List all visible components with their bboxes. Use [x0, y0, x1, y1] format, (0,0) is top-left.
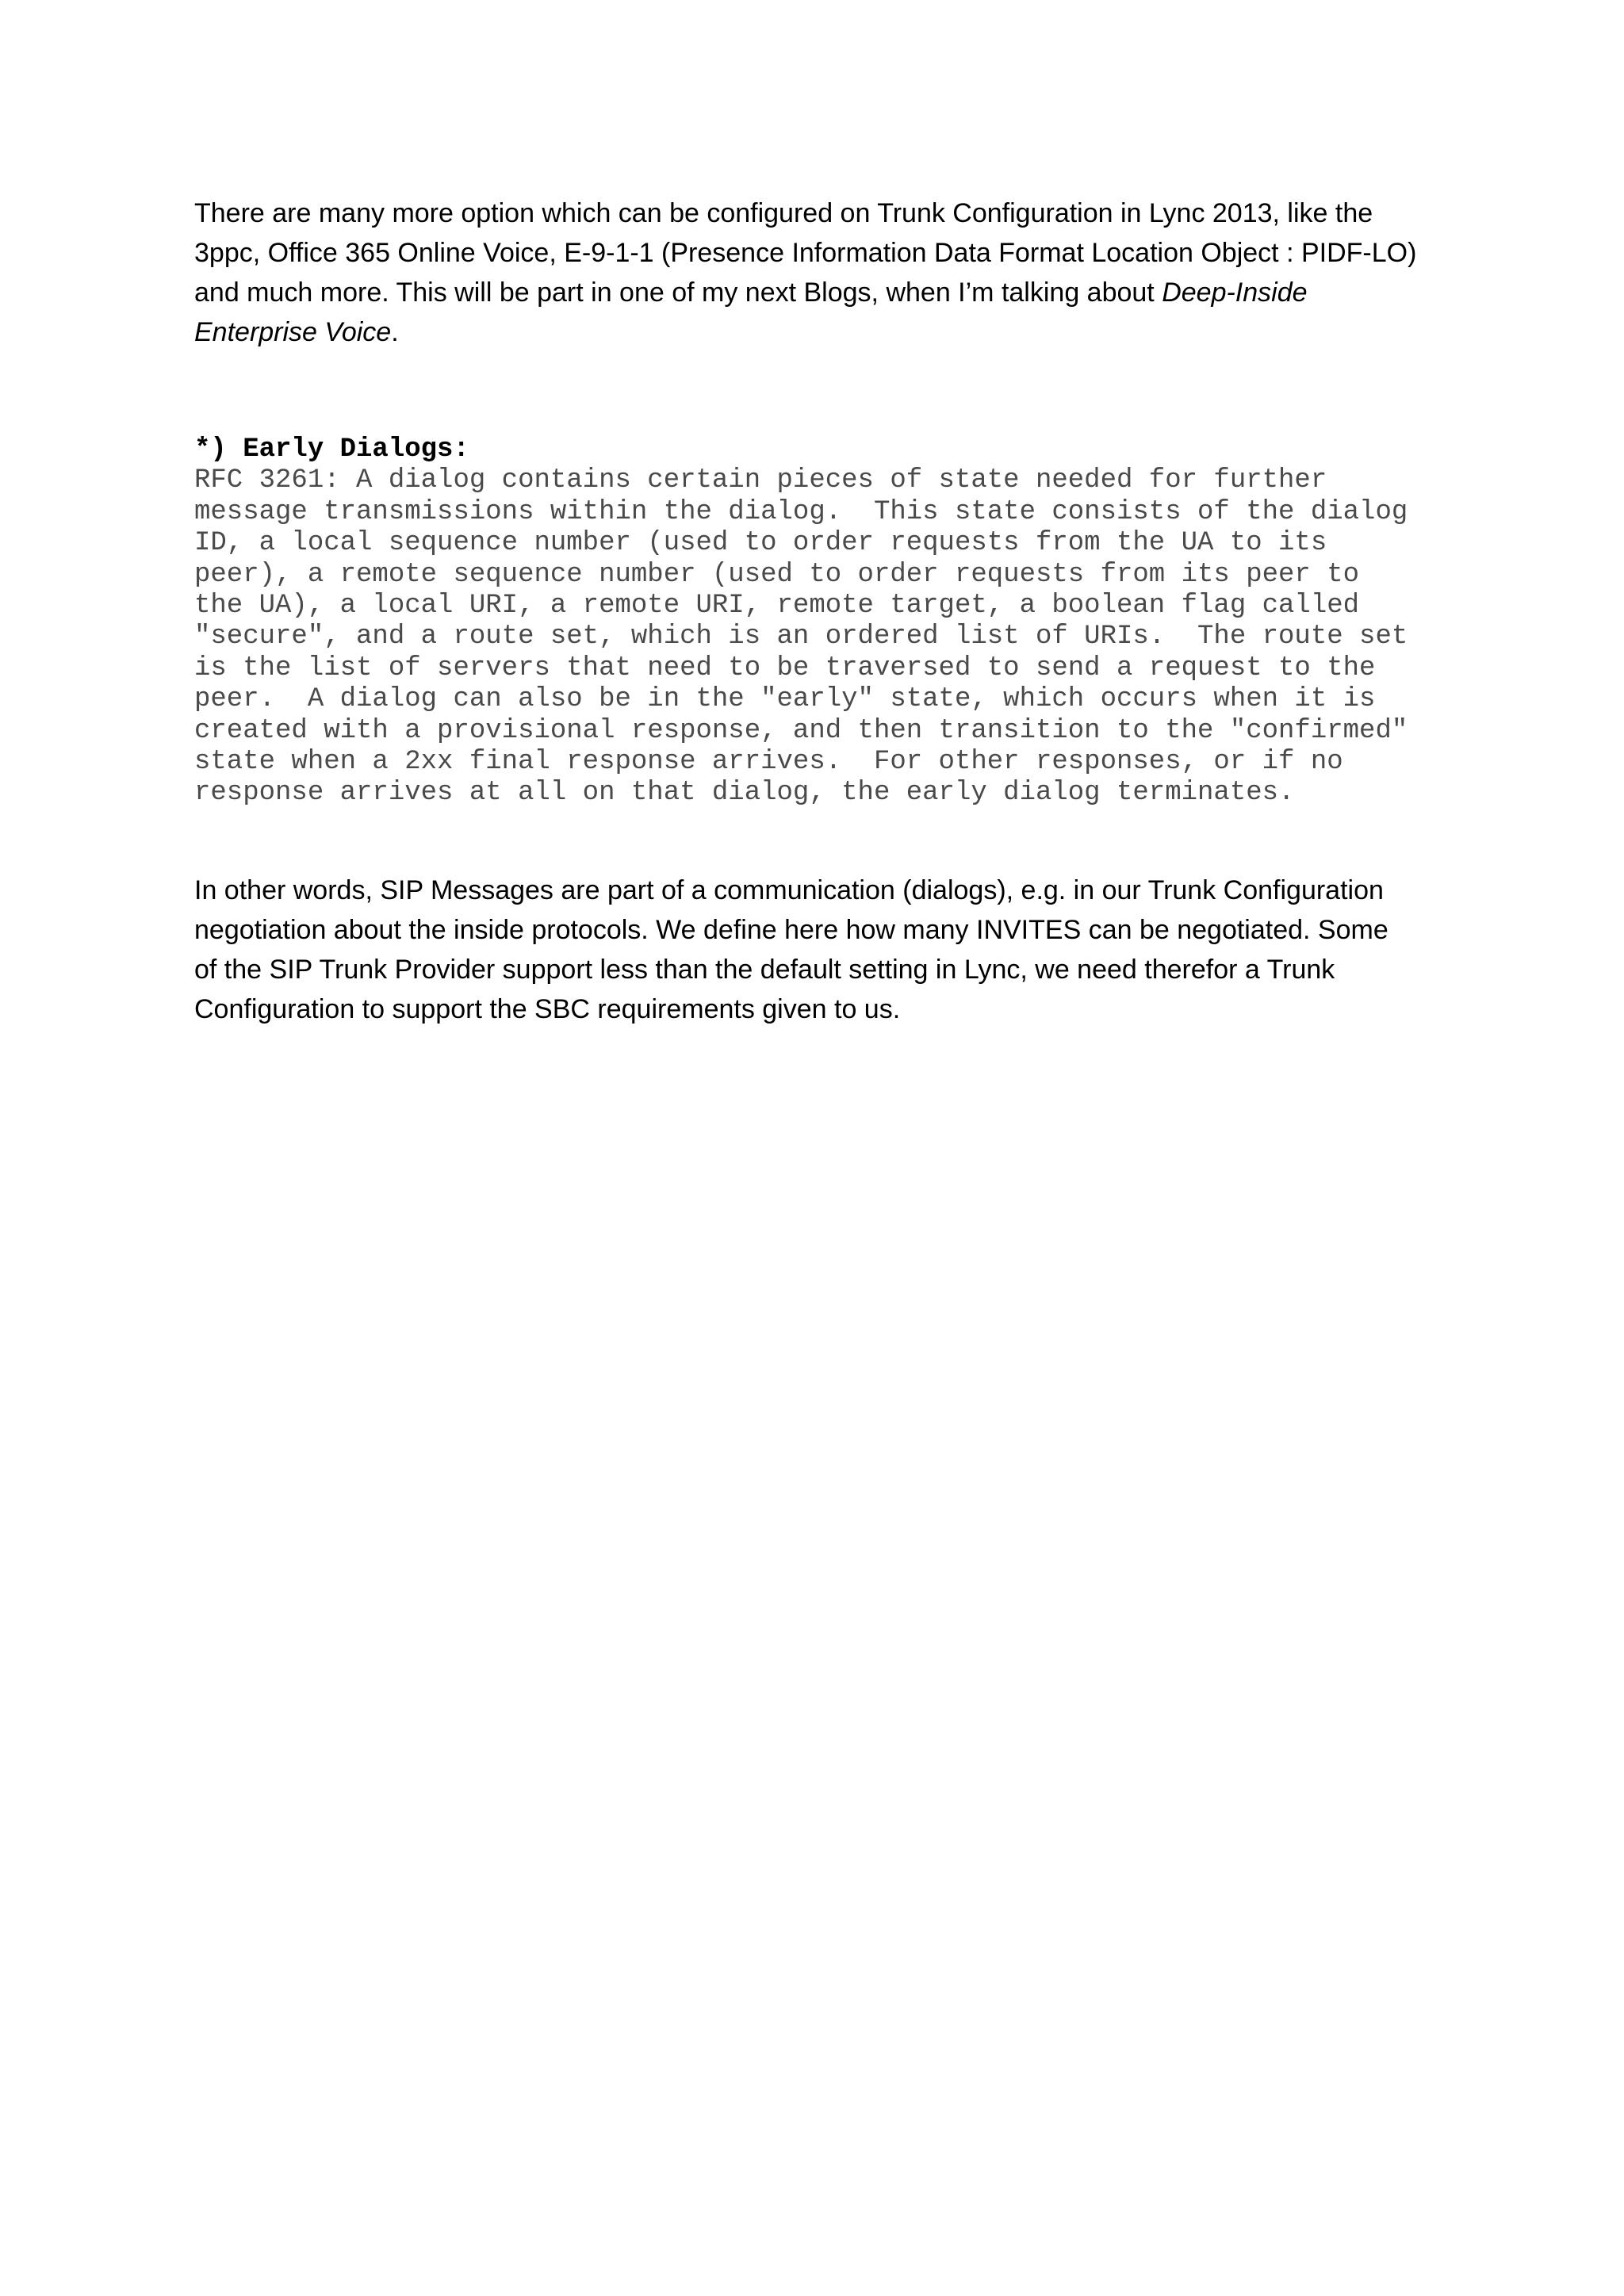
rfc-quote-line: is the list of servers that need to be traversed to send a request to the	[194, 652, 1376, 683]
rfc-quote-line: ID, a local sequence number (used to order requests from the UA to its	[194, 528, 1327, 559]
rfc-quote-line: the UA), a local URI, a remote URI, remote target, a boolean flag called	[194, 591, 1360, 622]
rfc-quote-line: state when a 2xx final response arrives. For other responses, or if no	[194, 747, 1343, 778]
intro-line-3-text: and much more. This will be part in one of my next Blogs, when I’m talking about	[194, 277, 1162, 308]
rfc-quote-line: peer), a remote sequence number (used to order requests from its peer to	[194, 559, 1360, 590]
intro-italic-enterprise-voice: Enterprise Voice	[194, 317, 392, 347]
rfc-quote-line: response arrives at all on that dialog, the early dialog terminates.	[194, 778, 1295, 809]
intro-end-punctuation: .	[391, 317, 399, 347]
intro-line-3	[194, 273, 1447, 312]
outro-line-2: negotiation about the inside protocols. We define here how many INVITES can be negotiated. Some	[194, 915, 1388, 945]
rfc-quote-line: "secure", and a route set, which is an ordered list of URIs. The route set	[194, 622, 1408, 652]
rfc-quote-line: RFC 3261: A dialog contains certain pieces of state needed for further	[194, 465, 1327, 496]
intro-line-4	[194, 312, 1447, 352]
intro-paragraph	[194, 193, 1447, 352]
early-dialogs-heading: *) Early Dialogs:	[194, 434, 469, 465]
intro-line-2: 3ppc, Office 365 Online Voice, E-9-1-1 (Presence Information Data Format Location Object : PIDF-LO)	[194, 238, 1417, 268]
rfc-quote-line: created with a provisional response, and then transition to the "confirmed"	[194, 715, 1408, 746]
rfc-quote-line: message transmissions within the dialog. This state consists of the dialog	[194, 496, 1408, 527]
outro-line-4: Configuration to support the SBC requirements given to us.	[194, 994, 901, 1024]
intro-italic-deep-inside: Deep-Inside	[1162, 277, 1308, 308]
early-dialogs-block	[194, 434, 1447, 809]
outro-paragraph	[194, 871, 1447, 1029]
outro-line-1: In other words, SIP Messages are part of a communication (dialogs), e.g. in our Trunk Configuration	[194, 875, 1384, 905]
outro-line-3: of the SIP Trunk Provider support less than the default setting in Lync, we need therefor a Trunk	[194, 955, 1335, 985]
intro-line-1: There are many more option which can be configured on Trunk Configuration in Lync 2013, like the	[194, 198, 1373, 228]
rfc-quote-line: peer. A dialog can also be in the "early" state, which occurs when it is	[194, 684, 1376, 715]
